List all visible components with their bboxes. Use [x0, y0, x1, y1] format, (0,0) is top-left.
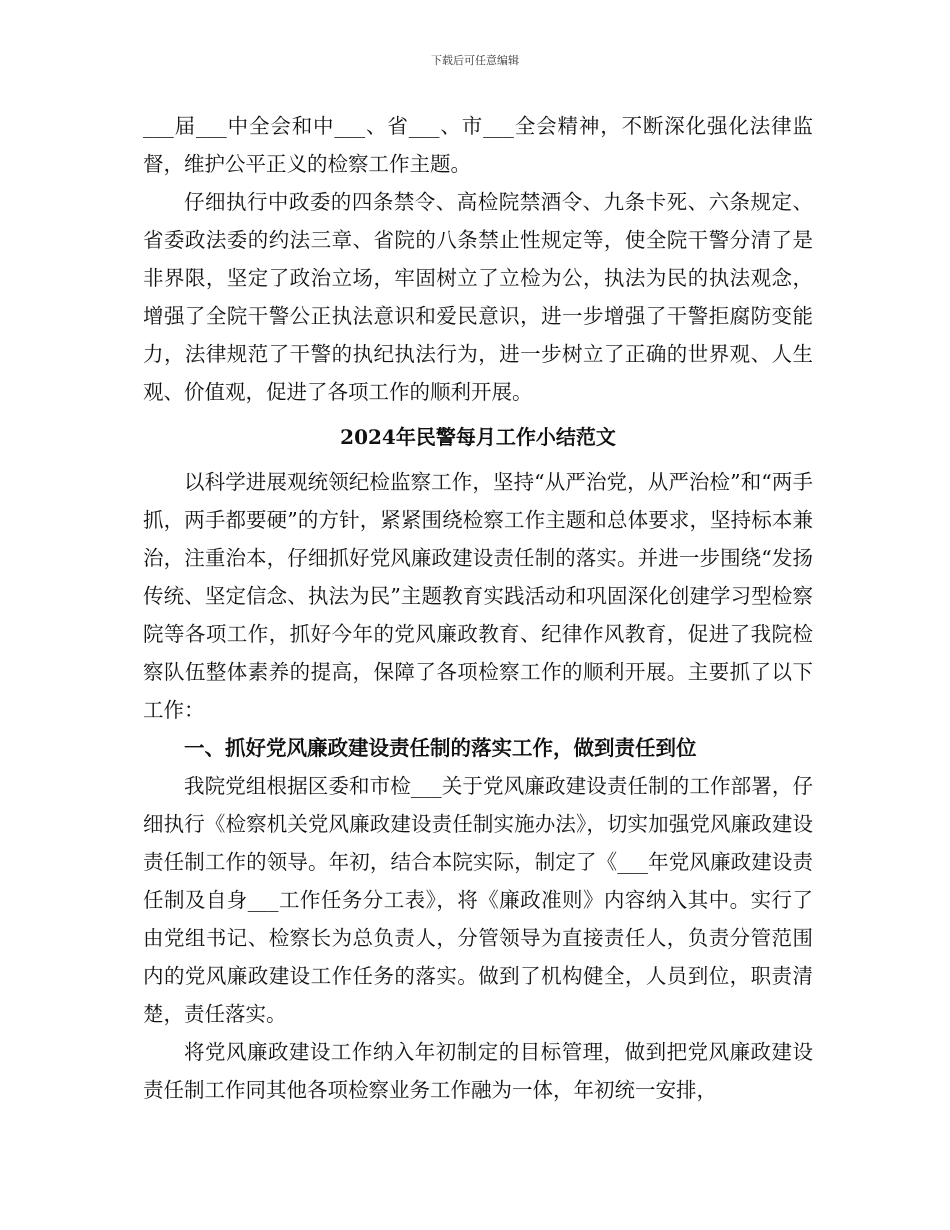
paragraph-2: 仔细执行中政委的四条禁令、高检院禁酒令、九条卡死、六条规定、省委政法委的约法三章、省院的八条禁止性规定等，使全院干警分清了是非界限，坚定了政治立场，牢固树立了立检为公，执法为民的执法观念，增强了全院干警公正执法意识和爱民意识，进一步增强了干警拒腐防变能力，法律规范了干警的执纪执法行为，进一步树立了正确的世界观、人生观、价值观，促进了各项工作的顺利开展。	[143, 190, 813, 404]
section-heading-1: 一、抓好党风廉政建设责任制的落实工作，做到责任到位	[184, 736, 697, 760]
paragraph-5: 将党风廉政建设工作纳入年初制定的目标管理，做到把党风廉政建设责任制工作同其他各项检察业务工作融为一体，年初统一安排，	[143, 1040, 813, 1102]
paragraph-3: 以科学进展观统领纪检监察工作，坚持“从严治党，从严治检”和“两手抓，两手都要硬”的方针，紧紧围绕检察工作主题和总体要求，坚持标本兼治，注重治本，仔细抓好党风廉政建设责任制的落实。并进一步围绕“发扬传统、坚定信念、执法为民”主题教育实践活动和巩固深化创建学习型检察院等各项工作，抓好今年的党风廉政教育、纪律作风教育，促进了我院检察队伍整体素养的提高，保障了各项检察工作的顺利开展。主要抓了以下工作：	[143, 470, 813, 722]
document-body	[143, 107, 813, 1109]
document-title: 2024年民警每月工作小结范文	[340, 425, 616, 449]
header-note: 下载后可任意编辑	[431, 54, 519, 67]
paragraph-4: 我院党组根据区委和市检___关于党风廉政建设责任制的工作部署，仔细执行《检察机关党风廉政建设责任制实施办法》，切实加强党风廉政建设责任制工作的领导。年初，结合本院实际，制定了《___年党风廉政建设责任制及自身___工作任务分工表》，将《廉政准则》内容纳入其中。实行了由党组书记、检察长为总负责人，分管领导为直接责任人，负责分管范围内的党风廉政建设工作任务的落实。做到了机构健全，人员到位，职责清楚，责任落实。	[143, 774, 813, 1026]
paragraph-1: ___届___中全会和中___、省___、市___全会精神，不断深化强化法律监督，维护公平正义的检察工作主题。	[143, 114, 813, 176]
